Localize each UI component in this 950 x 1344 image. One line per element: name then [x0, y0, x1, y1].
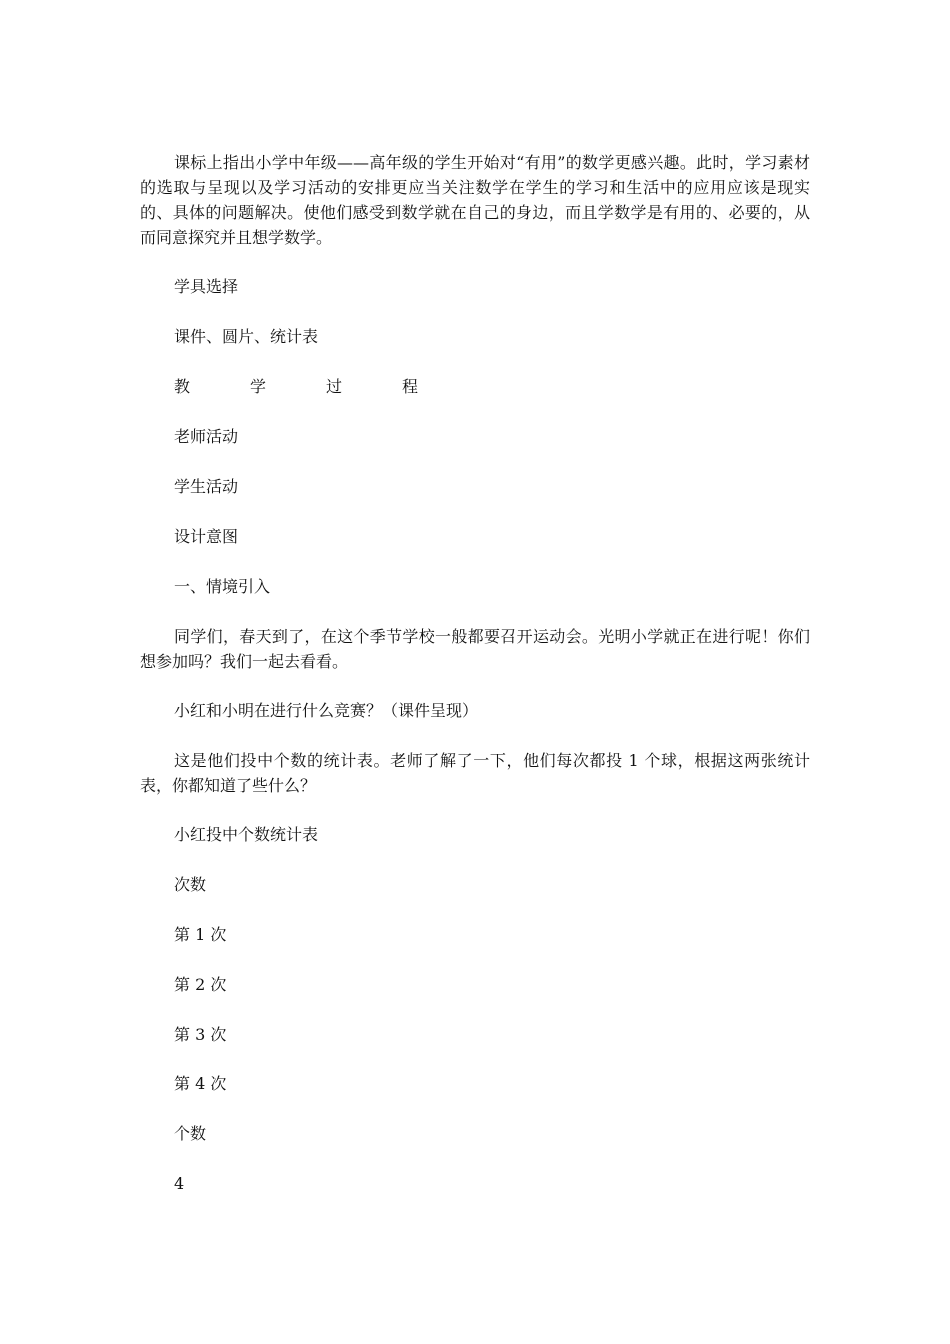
tools-heading: 学具选择: [174, 277, 239, 296]
process-char-2: 学: [250, 377, 267, 396]
row-label-2: 第 2 次: [174, 975, 227, 994]
student-activity-label: 学生活动: [174, 477, 239, 496]
section-one-heading: 一、情境引入: [174, 577, 271, 596]
teaching-process-heading: [174, 374, 434, 399]
scene-paragraph: 同学们，春天到了，在这个季节学校一般都要召开运动会。光明小学就正在进行呢！你们想参加吗？我们一起去看看。: [140, 627, 810, 671]
row-label-1: 第 1 次: [174, 925, 227, 944]
table-title: 小红投中个数统计表: [174, 825, 319, 844]
process-char-3: 过: [326, 377, 343, 396]
row-label-3: 第 3 次: [174, 1025, 227, 1044]
design-intent-label: 设计意图: [174, 527, 239, 546]
tools-list: 课件、圆片、统计表: [174, 327, 319, 346]
column-header-times: 次数: [174, 875, 207, 894]
process-char-1: 教: [174, 377, 191, 396]
stats-intro-paragraph: 这是他们投中个数的统计表。老师了解了一下，他们每次都投 1 个球，根据这两张统计表，你都知道了些什么？: [140, 751, 810, 795]
competition-question: 小红和小明在进行什么竞赛？（课件呈现）: [174, 701, 479, 720]
process-char-4: 程: [402, 377, 419, 396]
intro-paragraph: 课标上指出小学中年级——高年级的学生开始对“有用”的数学更感兴趣。此时，学习素材的选取与呈现以及学习活动的安排更应当关注数学在学生的学习和生活中的应用应该是现实的、具体的问题解决。使他们感受到数学就在自己的身边，而且学数学是有用的、必要的，从而同意探究并且想学数学。: [140, 153, 810, 247]
row-label-4: 第 4 次: [174, 1074, 227, 1093]
teacher-activity-label: 老师活动: [174, 427, 239, 446]
column-header-count: 个数: [174, 1124, 207, 1143]
count-value-1: 4: [174, 1174, 185, 1193]
